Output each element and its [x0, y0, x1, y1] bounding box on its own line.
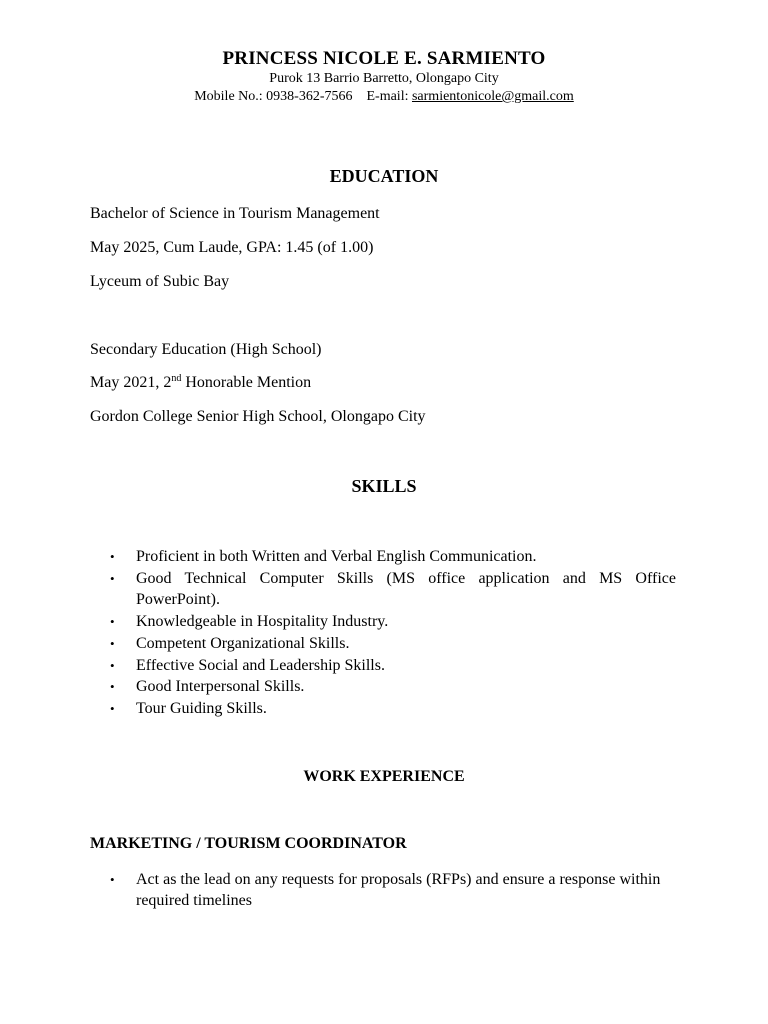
skill-text: Proficient in both Written and Verbal English Communication. [136, 548, 537, 565]
bullet-icon: • [110, 657, 115, 673]
college-details: May 2025, Cum Laude, GPA: 1.45 (of 1.00) [90, 239, 374, 256]
email-link[interactable]: sarmientonicole@gmail.com [411, 89, 574, 104]
bullet-icon: • [110, 570, 115, 586]
bullet-icon: • [110, 614, 115, 630]
skills-list [90, 546, 676, 720]
contact-line [0, 89, 768, 105]
skill-item [90, 611, 676, 633]
secondary-degree: Secondary Education (High School) [90, 341, 322, 358]
secondary-details-suffix: Honorable Mention [181, 374, 312, 391]
bullet-icon: • [110, 679, 115, 695]
ordinal-suffix: nd [171, 373, 182, 384]
work-experience-heading: WORK EXPERIENCE [303, 768, 465, 785]
college-school: Lyceum of Subic Bay [90, 273, 230, 290]
skill-text: Good Interpersonal Skills. [136, 678, 305, 696]
duty-text: Act as the lead on any requests for proposals (RFPs) and ensure a response within required timelines [136, 871, 661, 909]
skills-heading: SKILLS [351, 476, 417, 496]
bullet-icon: • [110, 872, 115, 887]
secondary-school: Gordon College Senior High School, Olongapo City [90, 408, 426, 425]
skill-text: Competent Organizational Skills. [136, 634, 350, 652]
bullet-icon: • [110, 635, 115, 651]
secondary-details-prefix: May 2021, 2 [90, 374, 172, 391]
education-heading: EDUCATION [329, 166, 439, 186]
email-label: E-mail: [366, 89, 412, 104]
skill-text: Effective Social and Leadership Skills. [136, 656, 385, 674]
college-degree: Bachelor of Science in Tourism Management [90, 205, 380, 222]
skill-item [90, 546, 676, 568]
applicant-name: PRINCESS NICOLE E. SARMIENTO [222, 48, 546, 69]
bullet-icon: • [110, 700, 115, 716]
mobile-number: Mobile No.: 0938-362-7566 [194, 89, 353, 104]
skill-item [90, 633, 676, 655]
duty-item [90, 869, 676, 911]
skill-text: Knowledgeable in Hospitality Industry. [136, 613, 389, 631]
skill-text: Tour Guiding Skills. [136, 699, 267, 717]
job-role-title: MARKETING / TOURISM COORDINATOR [90, 835, 407, 852]
skill-item [90, 698, 676, 720]
skill-item [90, 655, 676, 677]
work-duties-list [90, 869, 676, 911]
bullet-icon: • [110, 549, 115, 564]
skill-item [90, 676, 676, 698]
skill-item [90, 568, 676, 611]
secondary-details [90, 374, 311, 392]
applicant-address: Purok 13 Barrio Barretto, Olongapo City [269, 71, 499, 86]
skill-text: Good Technical Computer Skills (MS office application and MS Office PowerPoint). [136, 569, 676, 609]
